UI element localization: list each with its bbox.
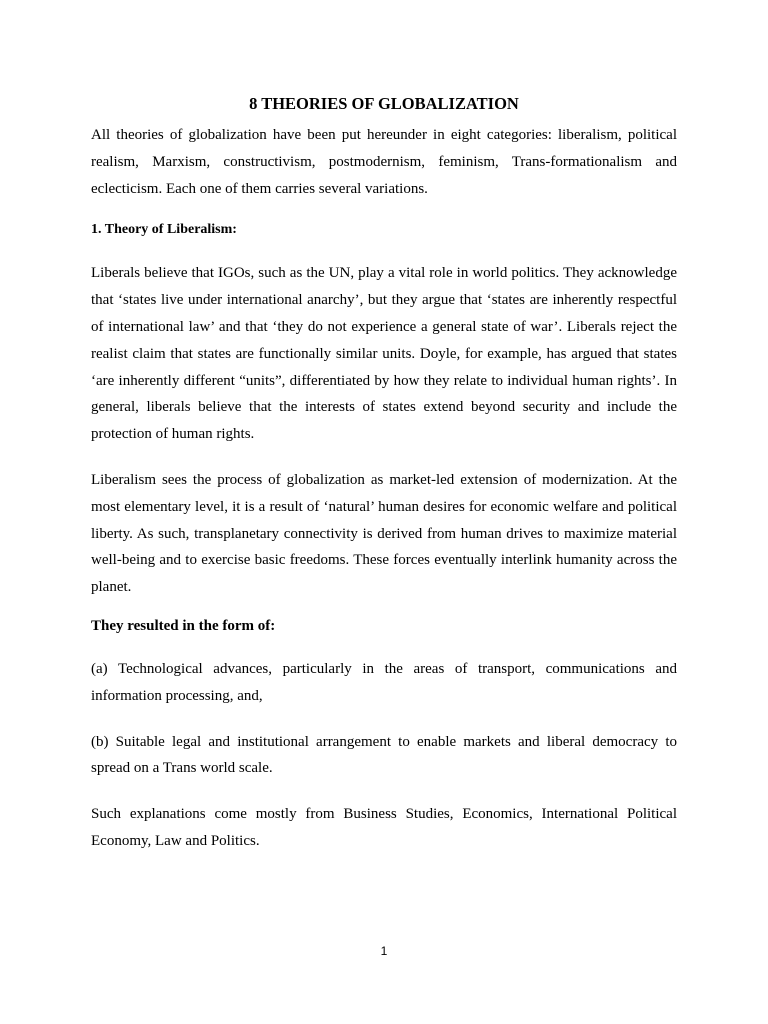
spacer xyxy=(91,448,677,467)
section-heading-liberalism: 1. Theory of Liberalism: xyxy=(91,222,237,238)
spacer xyxy=(91,782,677,801)
spacer xyxy=(91,241,677,260)
liberalism-paragraph-1: Liberals believe that IGOs, such as the UN, play a vital role in world politics. They acknowledge that ‘states live under international anarchy’, but they argue that ‘states are inherently respectful of international law’ and that ‘they do not experience a general state of war’. Liberals reject the realist claim that states are functionally similar units. Doyle, for example, has argued that states ‘are inherently different “units”, differentiated by how they relate to individual human rights’. In general, liberals believe that the interests of states extend beyond security and include the protection of human rights. xyxy=(91,265,677,443)
liberalism-paragraph-2: Liberalism sees the process of globalization as market-led extension of modernization. At the most elementary level, it is a result of ‘natural’ human desires for economic welfare and political liberty. As such, transplanetary connectivity is derived from human drives to maximize material well-being and to exercise basic freedoms. These forces eventually interlink humanity across the planet. xyxy=(91,471,677,596)
results-subheading: They resulted in the form of: xyxy=(91,617,276,634)
document-body xyxy=(91,94,677,855)
page-number: 1 xyxy=(380,944,388,958)
spacer xyxy=(91,710,677,729)
spacer xyxy=(91,637,677,656)
list-item-b: (b) Suitable legal and institutional arrangement to enable markets and liberal democracy to spread on a Trans world scale. xyxy=(91,733,677,777)
document-title: 8 THEORIES OF GLOBALIZATION xyxy=(249,94,519,113)
liberalism-paragraph-3: Such explanations come mostly from Business Studies, Economics, International Political Economy, Law and Politics. xyxy=(91,806,677,849)
spacer xyxy=(91,202,677,219)
spacer xyxy=(91,601,677,615)
intro-paragraph: All theories of globalization have been put hereunder in eight categories: liberalism, political realism, Marxism, constructivism, postmodernism, feminism, Trans-formationalism and eclecticism. Each one of them carries several variations. xyxy=(91,127,677,197)
list-item-a: (a) Technological advances, particularly in the areas of transport, communications and information processing, and, xyxy=(91,660,677,704)
